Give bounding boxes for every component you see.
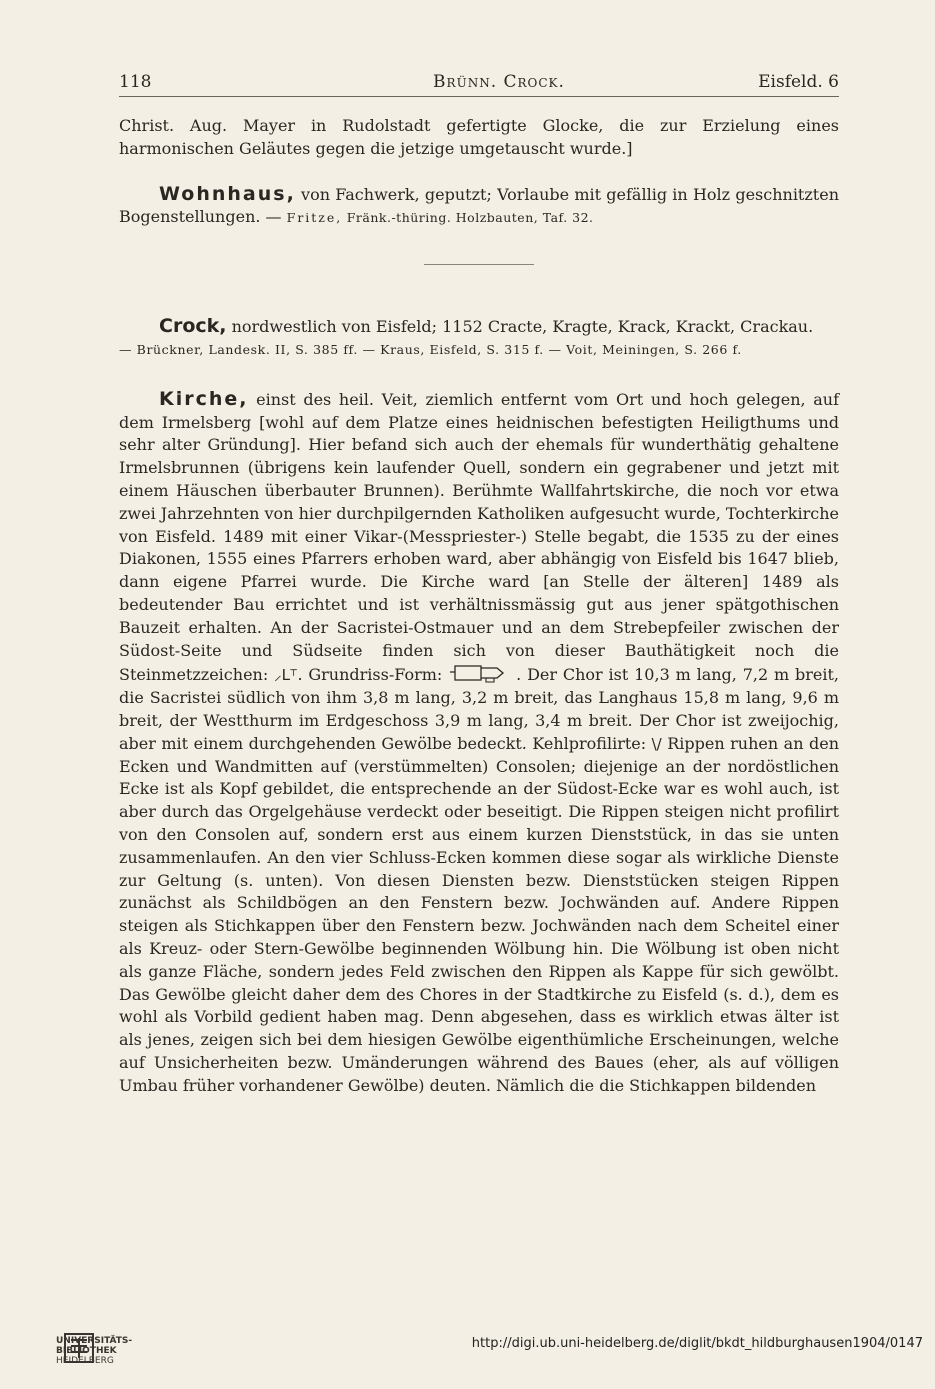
crock-citation: — Brückner, Landesk. II, S. 385 ff. — Kraus, Eisfeld, S. 315 f. — Voit, Meiningen, S. 266 f. (119, 341, 742, 357)
crock-text: nordwestlich von Eisfeld; 1152 Cracte, Kragte, Krack, Krackt, Crackau. (226, 317, 814, 337)
paragraph-kirche (119, 388, 839, 1098)
kirche-text-c: . Der Chor ist 10,3 m lang, 7,2 m breit, die Sacristei südlich von ihm 3,8 m lang, 3,2 m breit, das Langhaus 15,8 m lang, 9,6 m breit, der Westthurm im Erdgeschoss 3,9 m lang, 3,4 m breit. Der Chor ist zweijochig, aber mit einem durchgehenden Gewölbe bedeckt. Kehlprofilirte: (119, 665, 840, 753)
rib-profile-icon: \/ (651, 734, 662, 753)
header-right: Eisfeld. 6 (758, 72, 839, 92)
keyword-kirche: Kirche, (159, 387, 249, 410)
keyword-crock: Crock, (159, 315, 227, 338)
paragraph-wohnhaus (119, 183, 839, 231)
cite-rest: Fränk.-thüring. Holzbauten, Taf. 32. (342, 210, 594, 226)
paragraph-glocke: Christ. Aug. Mayer in Rudolstadt gefertigte Glocke, die zur Erzielung eines harmonischen Geläutes gegen die jetzige umgetauscht wurde.] (119, 116, 839, 158)
section-separator (424, 264, 534, 265)
wohnhaus-text: von Fachwerk, geputzt; Vorlaube mit gefällig in Holz geschnitzten Bogenstellungen. — (119, 184, 839, 227)
page-number: 118 (119, 72, 152, 92)
header-rule (119, 96, 839, 97)
mason-mark: ⸝L⸆ (274, 666, 298, 685)
keyword-wohnhaus: Wohnhaus, (159, 182, 296, 205)
kirche-text-a: einst des heil. Veit, ziemlich entfernt vom Ort und hoch gelegen, auf dem Irmelsberg [wohl auf dem Platze eines heidnischen befestigten Heiligthums und sehr alter Gründung]. Hier befand sich auch der ehemals für wunderthätig gehaltene Irmelsbrunnen (übrigens kein laufender Quell, sondern ein gegrabener und jetzt mit einem Häuschen überbauter Brunnen). Berühmte Wallfahrtskirche, die noch vor etwa zwei Jahrzehnten von hier durchpilgernden Katholiken aufgesucht wurde, Tochterkirche von Eisfeld. 1489 mit einer Vikar-(Messpriester-) Stelle begabt, die 1535 zu der eines Diakonen, 1555 eines Pfarrers erhoben ward, aber abhängig von Eisfeld bis 1647 blieb, dann eigene Pfarrei wurde. Die Kirche ward [an Stelle der älteren] 1489 als bedeutender Bau errichtet und ist verhältnissmässig gut aus jener spätgothischen Bauzeit erhalten. An der Sacristei-Ostmauer und an dem Strebepfeiler zwischen der Südost-Seite und Südseite finden sich von dieser Bauthätigkeit noch die Steinmetzzeichen: (119, 389, 839, 685)
cite-author: Fritze, (286, 210, 343, 226)
kirche-text-d: Rippen ruhen an den Ecken und Wandmitten auf (verstümmelten) Consolen; diejenige an der nordöstlichen Ecke ist als Kopf gebildet, die entsprechende an der Südost-Ecke war es wohl auch, ist aber durch das Orgelgehäuse verdeckt oder beseitigt. Die Rippen steigen nicht profilirt von den Consolen auf, sondern erst aus einem kurzen Dienststück, in das sie unten zusammenlaufen. An den vier Schluss-Ecken kommen diese sogar als wirkliche Dienste zur Geltung (s. unten). Von diesen Diensten bezw. Dienststücken steigen Rippen zunächst als Schildbögen an den Fenstern bezw. Jochwänden auf. Andere Rippen steigen als Stichkappen über den Fenstern bezw. Jochwänden nach dem Scheitel einer als Kreuz- oder Stern-Gewölbe beginnenden Wölbung hin. Die Wölbung ist oben nicht als ganze Fläche, sondern jedes Feld zwischen den Rippen als Kappe für sich gewölbt. Das Gewölbe gleicht daher dem des Chores in der Stadtkirche zu Eisfeld (s. d.), dem es wohl als Vorbild gedient haben mag. Denn abgesehen, dass es wirklich etwas älter ist als jenes, zeigen sich bei dem hiesigen Gewölbe eigenthümliche Erscheinungen, welche auf Unsicherheiten bezw. Umänderungen während des Baues (eher, als auf völligen Umbau früher vorhandener Gewölbe) deuten. Nämlich die die Stichkappen bildenden (119, 733, 840, 1095)
library-logo-text (56, 1336, 132, 1366)
logo-line-2: BIBLIOTHEK (56, 1346, 117, 1356)
running-header (119, 70, 839, 94)
header-title: Brünn. Crock. (433, 72, 565, 92)
logo-line-3: HEIDELBERG (56, 1356, 114, 1366)
ground-plan-icon (448, 662, 516, 684)
paragraph-crock (119, 315, 839, 339)
main-text (119, 115, 839, 1097)
logo-line-1: UNIVERSITÄTS- (56, 1336, 133, 1346)
kirche-text-b: . Grundriss-Form: (297, 665, 449, 685)
source-url[interactable]: http://digi.ub.uni-heidelberg.de/diglit/bkdt_hildburghausen1904/0147 (471, 1336, 923, 1351)
